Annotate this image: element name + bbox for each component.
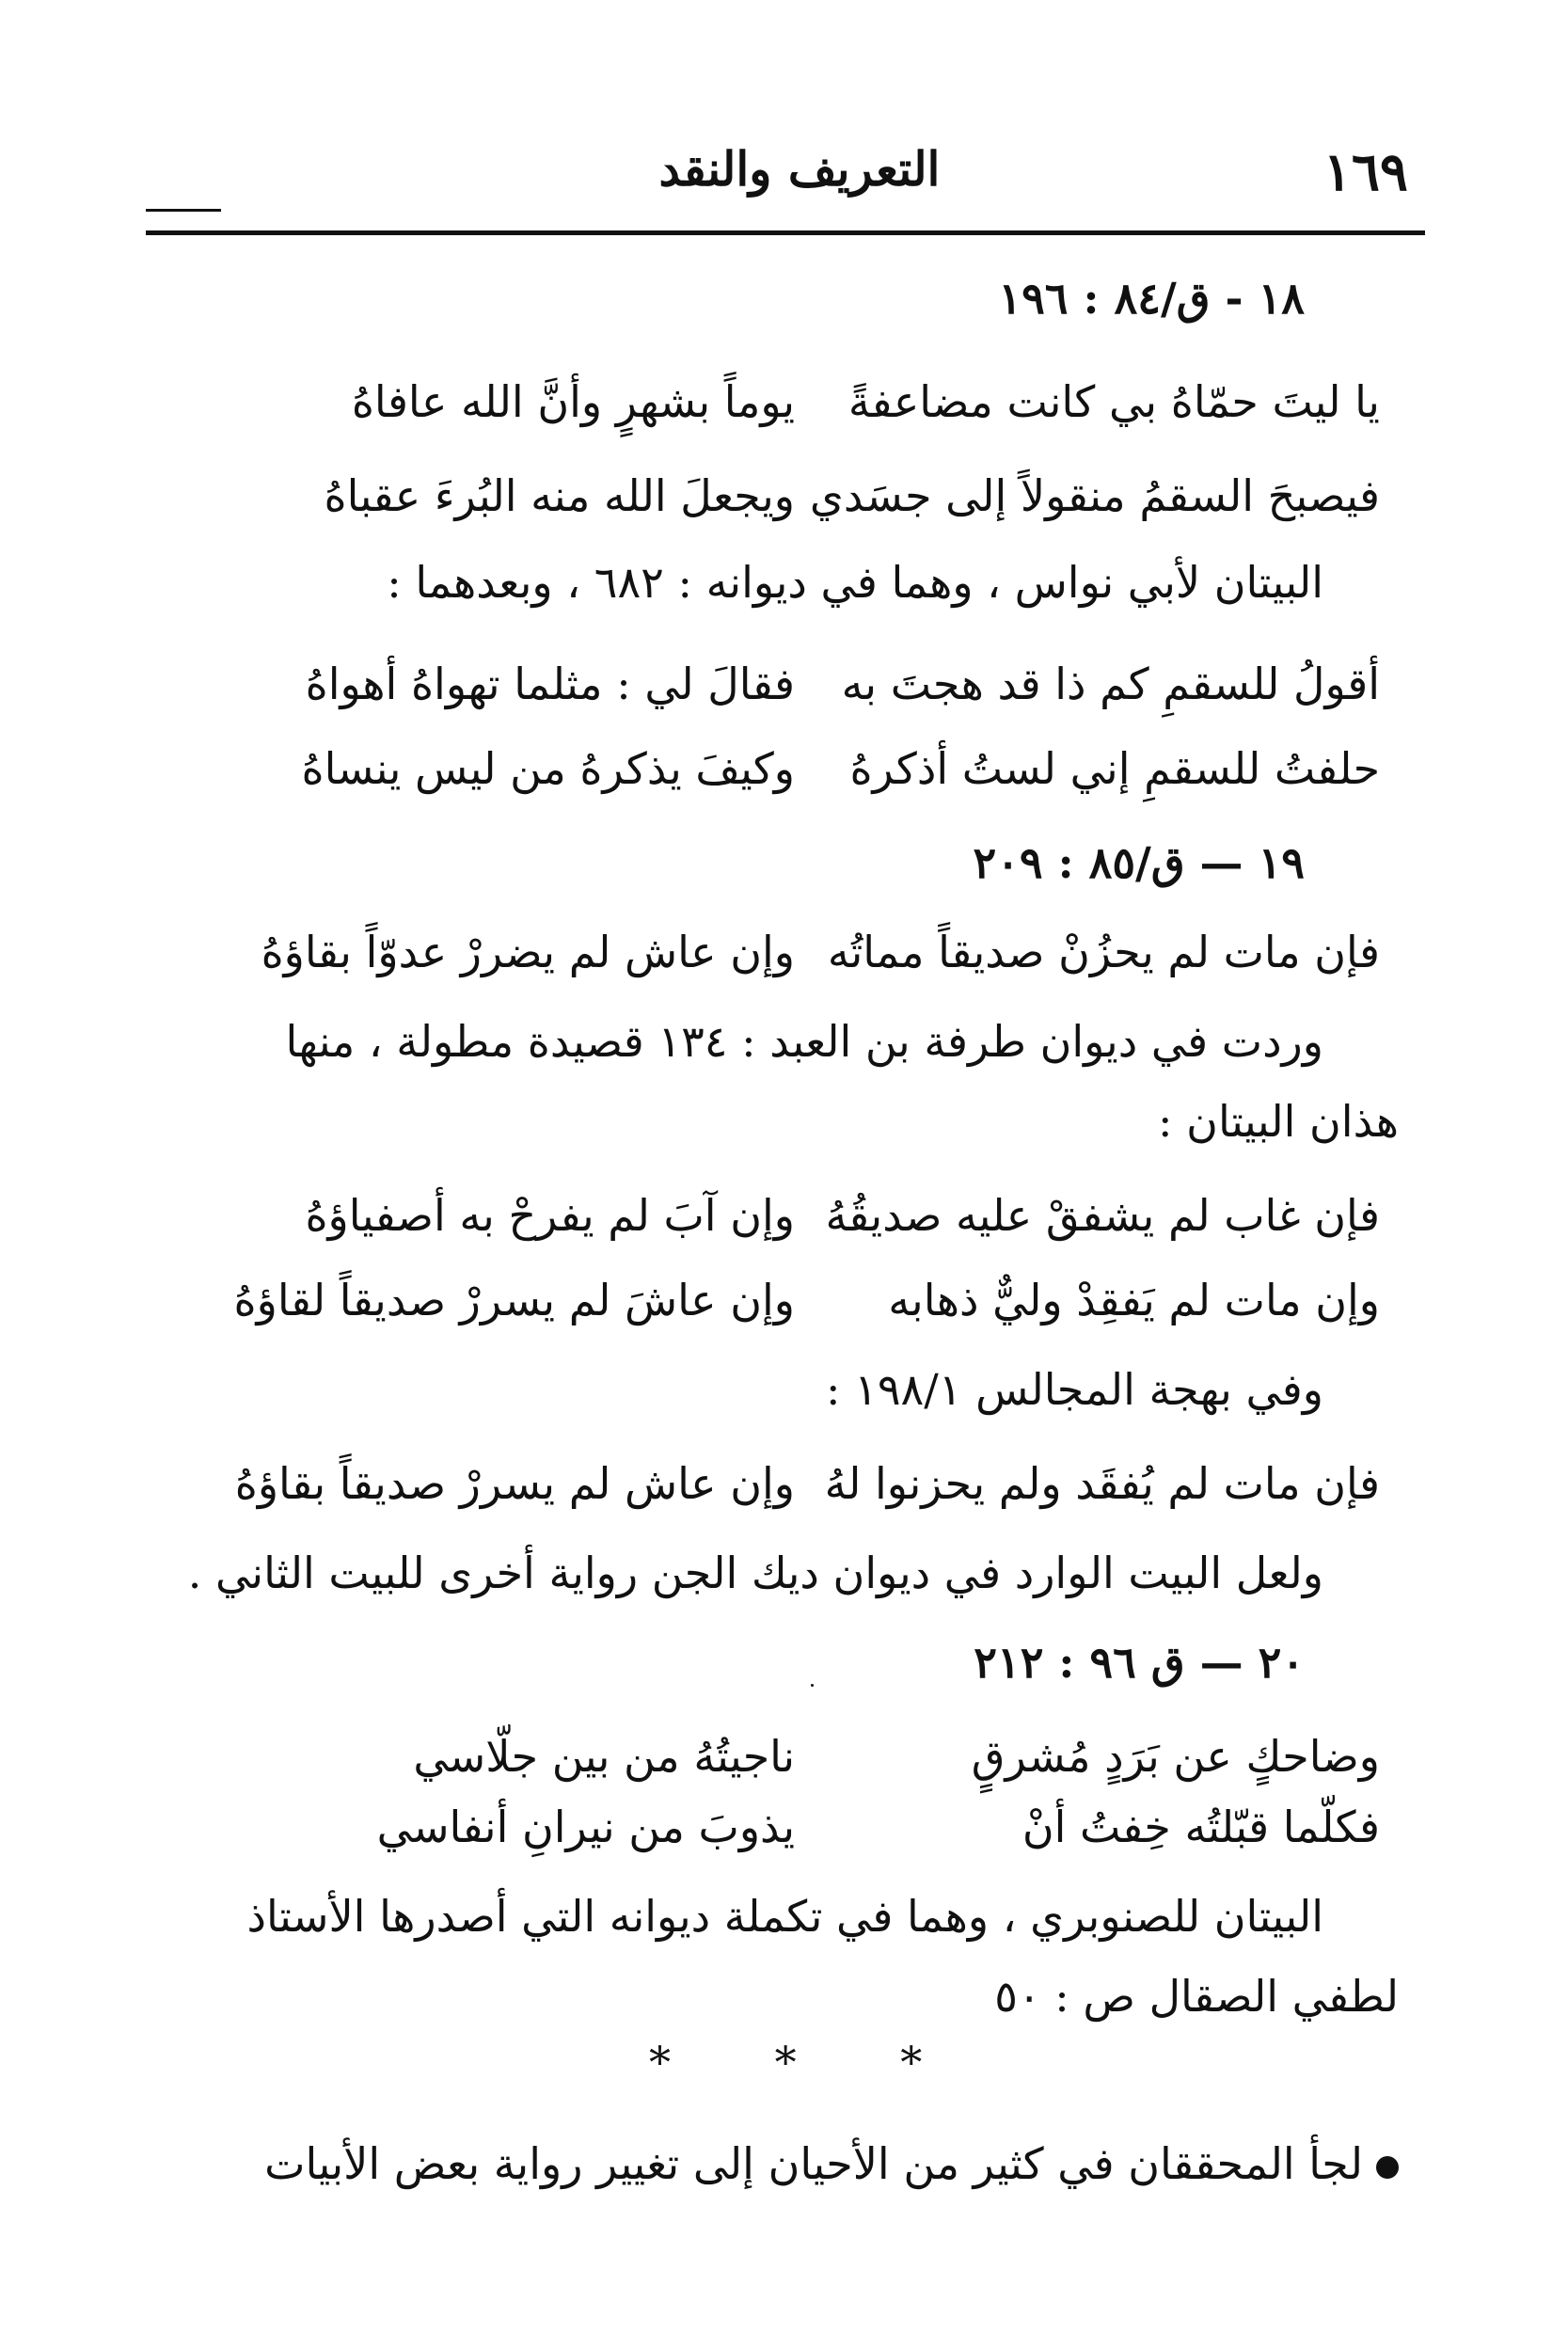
verse-hemistich: أقولُ للسقمِ كم ذا قد هجتَ به: [841, 659, 1380, 709]
running-title: التعريف والنقد: [658, 141, 941, 197]
commentary-line: وردت في ديوان طرفة بن العبد : ١٣٤ قصيدة مطولة ، منها: [285, 1016, 1323, 1067]
commentary-line: وفي بهجة المجالس ١٩٨/١ :: [826, 1364, 1323, 1415]
header-rule: [146, 230, 1425, 235]
bullet-dot-icon: [1376, 2156, 1399, 2179]
verse-hemistich: يوماً بشهرٍ وأنَّ الله عافاهُ: [351, 376, 795, 427]
verse-hemistich: فإن مات لم يحزُنْ صديقاً مماتُه: [827, 927, 1380, 977]
verse-hemistich: ناجيتُهُ من بين جلّاسي: [413, 1731, 795, 1782]
verse-hemistich: ويجعلَ الله منه البُرءَ عقباهُ: [324, 470, 795, 521]
verse-hemistich: حلفتُ للسقمِ إني لستُ أذكرهُ: [849, 743, 1380, 794]
commentary-line: البيتان للصنوبري ، وهما في تكملة ديوانه التي أصدرها الأستاذ: [246, 1891, 1323, 1942]
verse-hemistich: فإن مات لم يُفقَد ولم يحزنوا لهُ: [824, 1458, 1380, 1509]
verse-hemistich: وإن عاش لم يسررْ صديقاً بقاؤهُ: [234, 1458, 795, 1509]
verse-hemistich: وإن آبَ لم يفرحْ به أصفياؤهُ: [305, 1190, 795, 1241]
commentary-line: لطفي الصقال ص : ٥٠: [994, 1971, 1399, 2022]
verse-hemistich: وكيفَ يذكرهُ من ليس ينساهُ: [301, 743, 795, 794]
commentary-line: هذان البيتان :: [1158, 1096, 1399, 1147]
section-heading-18: ١٨ - ق/٨٤ : ١٩٦: [998, 273, 1305, 324]
section-separator: * * *: [649, 2037, 968, 2087]
section-heading-20: ٢٠ — ق ٩٦ : ٢١٢: [974, 1637, 1305, 1688]
verse-hemistich: وضاحكٍ عن بَرَدٍ مُشرقٍ: [971, 1731, 1380, 1782]
commentary-line: ولعل البيت الوارد في ديوان ديك الجن رواية أخرى للبيت الثاني .: [187, 1547, 1323, 1598]
section-heading-19: ١٩ — ق/٨٥ : ٢٠٩: [973, 837, 1305, 888]
verse-hemistich: وإن مات لم يَفقِدْ وليٌّ ذهابه: [888, 1275, 1380, 1325]
verse-hemistich: فقالَ لي : مثلما تهواهُ أهواهُ: [305, 659, 795, 709]
page-number: ١٦٩: [1323, 141, 1408, 203]
verse-hemistich: فكلّما قبّلتُه خِفتُ أنْ: [1022, 1801, 1380, 1852]
footnote: [157, 2138, 1399, 2189]
footnote-text: لجأ المحققان في كثير من الأحيان إلى تغيير رواية بعض الأبيات: [264, 2138, 1363, 2189]
verse-hemistich: وإن عاش لم يضررْ عدوّاً بقاؤهُ: [261, 927, 795, 977]
verse-hemistich: وإن عاشَ لم يسررْ صديقاً لقاؤهُ: [233, 1275, 795, 1325]
verse-hemistich: فيصبحَ السقمُ منقولاً إلى جسَدي: [809, 470, 1380, 521]
verse-hemistich: يا ليتَ حمّاهُ بي كانت مضاعفةً: [847, 376, 1380, 427]
verse-hemistich: يذوبَ من نيرانِ أنفاسي: [376, 1801, 795, 1852]
ink-speck: [811, 1684, 814, 1687]
verse-hemistich: فإن غاب لم يشفقْ عليه صديقُهُ: [825, 1190, 1380, 1241]
header-mark: [146, 209, 221, 212]
commentary-line: البيتان لأبي نواس ، وهما في ديوانه : ٦٨٢ ، وبعدهما :: [387, 557, 1323, 608]
